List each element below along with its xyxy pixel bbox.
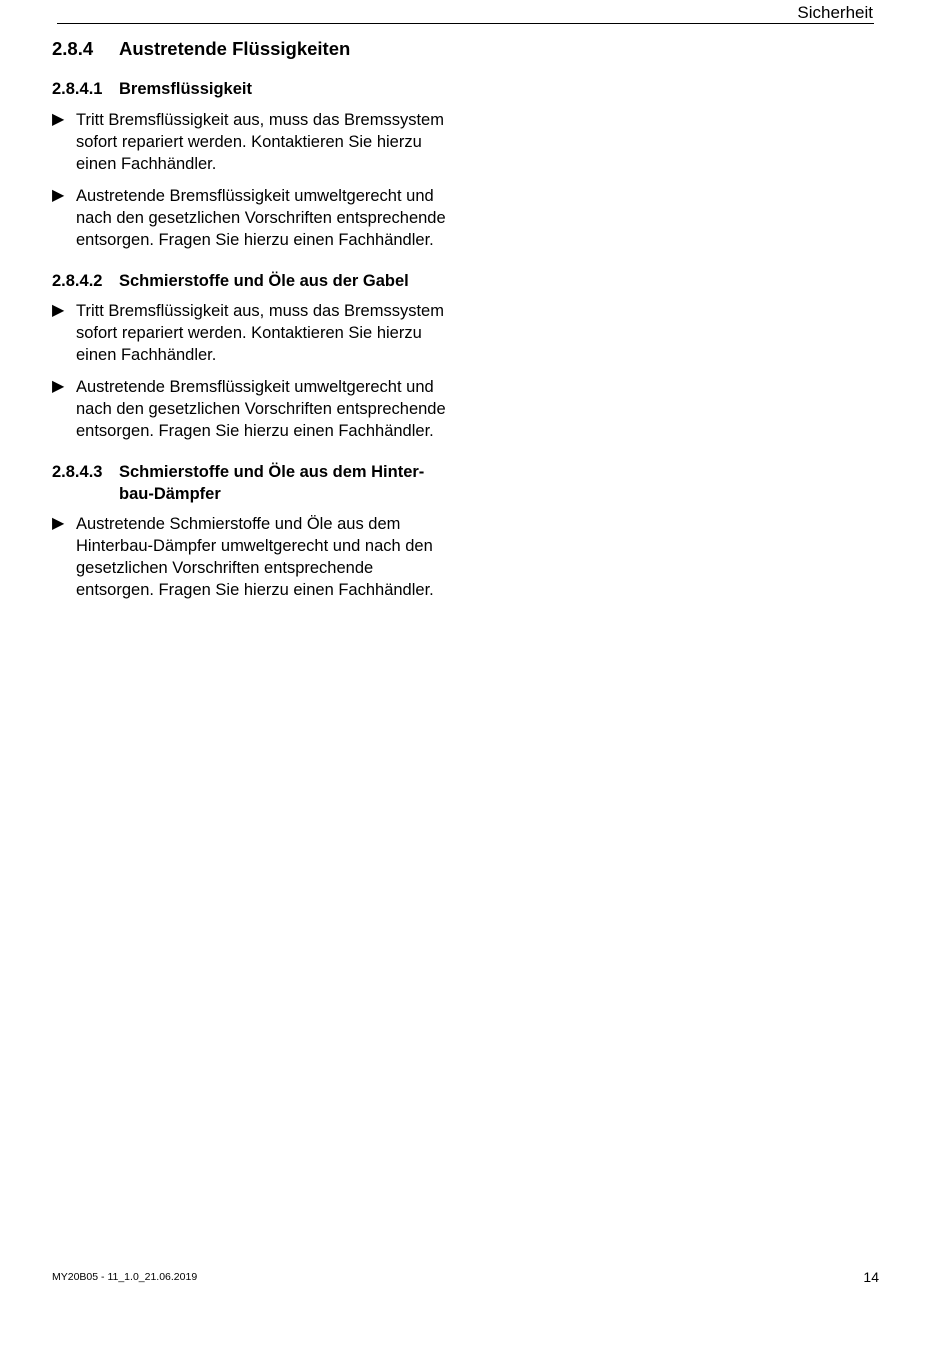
subsection-title [119, 462, 452, 505]
subsection-heading [52, 271, 452, 293]
subsection-number: 2.8.4.2 [52, 271, 103, 290]
section-number: 2.8.4 [52, 38, 94, 59]
list-item-text: Austretende Bremsflüssigkeit umweltgerecht und nach den gesetzlichen Vorschriften entsprechende entsorgen. Fragen Sie hierzu einen Fachhändler. [76, 378, 446, 440]
list-item-text: Austretende Bremsflüssigkeit umweltgerecht und nach den gesetzlichen Vorschriften entsprechende entsorgen. Fragen Sie hierzu einen Fachhändler. [76, 186, 446, 249]
subsection-title-line-1: Schmierstoffe und Öle aus dem Hinter- [119, 463, 425, 481]
page-number: 14 [863, 1269, 879, 1285]
section-heading [52, 37, 452, 61]
subsection-number: 2.8.4.1 [52, 80, 103, 98]
list-item-text: Tritt Bremsflüssigkeit aus, muss das Bremssystem sofort repariert werden. Kontaktieren Sie hierzu einen Fachhändler. [76, 302, 444, 364]
play-arrow-icon: ▶ [52, 378, 65, 395]
subsection-title-line-2: bau-Dämpfer [119, 484, 221, 503]
play-arrow-icon: ▶ [52, 110, 65, 128]
play-arrow-icon: ▶ [52, 186, 65, 204]
list-item [52, 185, 452, 251]
subsection-number: 2.8.4.3 [52, 463, 103, 481]
footer-doc-id: MY20B05 - 11_1.0_21.06.2019 [52, 1271, 198, 1283]
page-content [52, 37, 452, 611]
subsection-heading [52, 462, 452, 505]
header-rule [57, 23, 874, 24]
list-item [52, 376, 452, 442]
subsection-heading [52, 79, 452, 101]
play-arrow-icon: ▶ [52, 302, 65, 319]
spacer [52, 452, 452, 462]
list-item [52, 109, 452, 175]
section-title: Austretende Flüssigkeiten [119, 38, 351, 59]
running-header-title: Sicherheit [797, 3, 873, 22]
play-arrow-icon: ▶ [52, 515, 65, 532]
subsection-title: Bremsflüssigkeit [119, 80, 252, 98]
list-item-text: Tritt Bremsflüssigkeit aus, muss das Bremssystem sofort repariert werden. Kontaktieren Sie hierzu einen Fachhändler. [76, 110, 444, 173]
list-item [52, 513, 452, 601]
list-item-text: Austretende Schmierstoffe und Öle aus dem Hinterbau-Dämpfer umweltgerecht und nach den gesetzlichen Vorschriften entsprechende entsorgen. Fragen Sie hierzu einen Fachhändler. [76, 515, 434, 599]
subsection-title: Schmierstoffe und Öle aus der Gabel [119, 271, 409, 290]
spacer [52, 261, 452, 271]
list-item [52, 300, 452, 366]
